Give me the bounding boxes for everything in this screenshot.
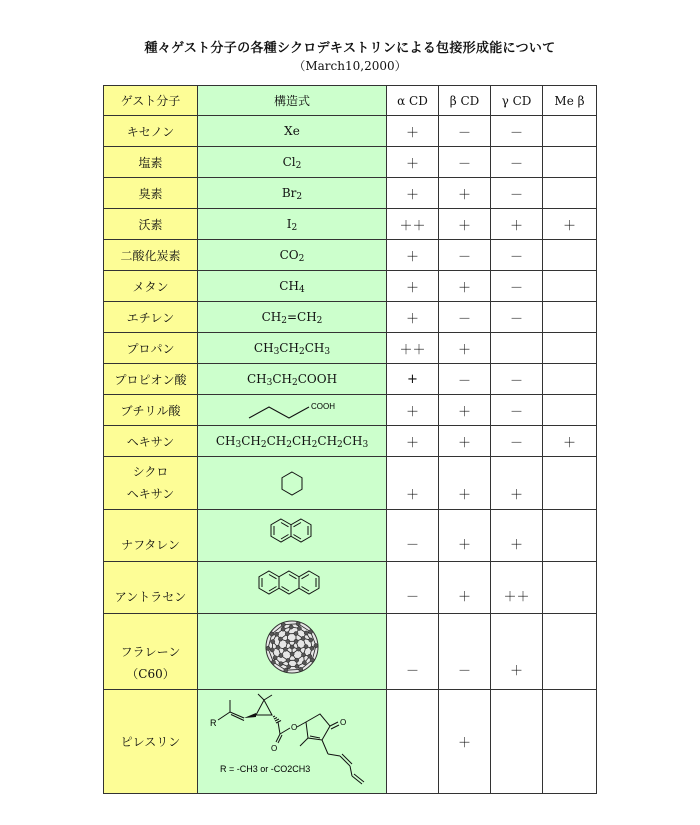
guest-name: ピレスリン xyxy=(104,690,198,794)
gamma-cd-result: ＋ xyxy=(491,457,543,510)
structure-formula: $Cl_2$ xyxy=(198,147,387,178)
guest-name: プロパン xyxy=(104,333,198,364)
header-alpha-cd: α CD xyxy=(387,86,439,116)
me-beta-result xyxy=(543,562,597,614)
guest-name xyxy=(104,457,198,510)
ester-oxygen-label: O xyxy=(291,722,298,732)
me-beta-result xyxy=(543,395,597,426)
gamma-cd-result: － xyxy=(491,147,543,178)
header-structure: 構造式 xyxy=(198,86,387,116)
alpha-cd-result: + xyxy=(387,364,439,395)
beta-cd-result: ＋ xyxy=(439,178,491,209)
structure-formula: $I_2$ xyxy=(198,209,387,240)
naphthalene-structure xyxy=(267,516,317,546)
me-beta-result xyxy=(543,147,597,178)
gamma-cd-result: － xyxy=(491,426,543,457)
alpha-cd-result: ＋ xyxy=(387,457,439,510)
table-row xyxy=(104,510,597,562)
me-beta-result xyxy=(543,614,597,690)
document-title: 種々ゲスト分子の各種シクロデキストリンによる包接形成能について xyxy=(144,41,556,56)
ketone-oxygen-label: O xyxy=(340,717,347,727)
me-beta-result xyxy=(543,333,597,364)
structure-formula: $CH_3CH_2COOH$ xyxy=(198,364,387,395)
gamma-cd-result: ＋ xyxy=(491,510,543,562)
gamma-cd-result: ＋＋ xyxy=(491,562,543,614)
beta-cd-result: － xyxy=(439,302,491,333)
document-date: （March10,2000） xyxy=(293,59,407,73)
alpha-cd-result: ＋ xyxy=(387,240,439,271)
gamma-cd-result: － xyxy=(491,271,543,302)
beta-cd-result: － xyxy=(439,116,491,147)
table-row xyxy=(104,364,597,395)
structure-skeletal xyxy=(198,395,387,426)
me-beta-result xyxy=(543,690,597,794)
table-row xyxy=(104,271,597,302)
gamma-cd-result: － xyxy=(491,116,543,147)
beta-cd-result: ＋ xyxy=(439,209,491,240)
structure-formula: $CH_2=CH_2$ xyxy=(198,302,387,333)
alpha-cd-result: ＋ xyxy=(387,395,439,426)
guest-name: ヘキサン xyxy=(104,426,198,457)
structure-skeletal xyxy=(198,690,387,794)
alpha-cd-result xyxy=(387,690,439,794)
table-header-row xyxy=(104,86,597,116)
table-row xyxy=(104,147,597,178)
me-beta-result xyxy=(543,240,597,271)
me-beta-result xyxy=(543,116,597,147)
r-group-label: R xyxy=(210,717,217,728)
table-row xyxy=(104,690,597,794)
alpha-cd-result: － xyxy=(387,562,439,614)
structure-skeletal xyxy=(198,510,387,562)
carbonyl-oxygen-label: O xyxy=(271,743,278,753)
guest-name: 沃素 xyxy=(104,209,198,240)
guest-name: プロピオン酸 xyxy=(104,364,198,395)
structure-formula: $CO_2$ xyxy=(198,240,387,271)
me-beta-result xyxy=(543,178,597,209)
beta-cd-result: ＋ xyxy=(439,426,491,457)
fullerene-structure xyxy=(262,618,322,676)
alpha-cd-result: ＋ xyxy=(387,116,439,147)
structure-formula: $CH_3CH_2CH_2CH_2CH_2CH_3$ xyxy=(198,426,387,457)
alpha-cd-result: － xyxy=(387,614,439,690)
gamma-cd-result: ＋ xyxy=(491,209,543,240)
table-row xyxy=(104,116,597,147)
beta-cd-result: ＋ xyxy=(439,690,491,794)
header-guest: ゲスト分子 xyxy=(104,86,198,116)
beta-cd-result: － xyxy=(439,147,491,178)
structure-skeletal xyxy=(198,457,387,510)
gamma-cd-result xyxy=(491,690,543,794)
beta-cd-result: ＋ xyxy=(439,457,491,510)
structure-formula: $Br_2$ xyxy=(198,178,387,209)
me-beta-result xyxy=(543,457,597,510)
me-beta-result xyxy=(543,302,597,333)
guest-name-line2: ヘキサン xyxy=(126,487,175,501)
beta-cd-result: ＋ xyxy=(439,395,491,426)
cyclohexane-structure xyxy=(277,468,307,498)
guest-name: アントラセン xyxy=(104,562,198,614)
beta-cd-result: ＋ xyxy=(439,510,491,562)
table-row xyxy=(104,209,597,240)
alpha-cd-result: ＋ xyxy=(387,178,439,209)
table-row xyxy=(104,333,597,364)
guest-name: キセノン xyxy=(104,116,198,147)
gamma-cd-result xyxy=(491,333,543,364)
alpha-cd-result: ＋ xyxy=(387,147,439,178)
structure-skeletal xyxy=(198,614,387,690)
table-row xyxy=(104,562,597,614)
beta-cd-result: － xyxy=(439,364,491,395)
butyric-acid-structure xyxy=(237,398,347,422)
gamma-cd-result: － xyxy=(491,178,543,209)
guest-name: メタン xyxy=(104,271,198,302)
table-row xyxy=(104,395,597,426)
beta-cd-result: ＋ xyxy=(439,271,491,302)
guest-name xyxy=(104,614,198,690)
table-row xyxy=(104,614,597,690)
pyrethrin-structure xyxy=(202,692,382,792)
alpha-cd-result: ＋＋ xyxy=(387,333,439,364)
gamma-cd-result: － xyxy=(491,364,543,395)
alpha-cd-result: ＋ xyxy=(387,302,439,333)
table-row xyxy=(104,426,597,457)
beta-cd-result: － xyxy=(439,614,491,690)
structure-skeletal xyxy=(198,562,387,614)
structure-formula: Xe xyxy=(198,116,387,147)
table-row xyxy=(104,302,597,333)
me-beta-result: ＋ xyxy=(543,426,597,457)
gamma-cd-result: － xyxy=(491,395,543,426)
gamma-cd-result: － xyxy=(491,302,543,333)
gamma-cd-result: ＋ xyxy=(491,614,543,690)
guest-name: 塩素 xyxy=(104,147,198,178)
r-group-definition: R = -CH3 or -CO2CH3 xyxy=(220,763,311,774)
cooh-label: COOH xyxy=(311,402,335,411)
structure-formula: $CH_4$ xyxy=(198,271,387,302)
guest-name-line1: シクロ xyxy=(132,465,169,479)
alpha-cd-result: ＋ xyxy=(387,426,439,457)
guest-name: エチレン xyxy=(104,302,198,333)
table-row xyxy=(104,240,597,271)
structure-formula: $CH_3CH_2CH_3$ xyxy=(198,333,387,364)
guest-name: 二酸化炭素 xyxy=(104,240,198,271)
guest-name: ナフタレン xyxy=(104,510,198,562)
table-row xyxy=(104,457,597,510)
gamma-cd-result: － xyxy=(491,240,543,271)
guest-name: ブチリル酸 xyxy=(104,395,198,426)
me-beta-result xyxy=(543,364,597,395)
inclusion-table xyxy=(103,85,597,794)
alpha-cd-result: ＋ xyxy=(387,271,439,302)
header-beta-cd: β CD xyxy=(439,86,491,116)
alpha-cd-result: ＋＋ xyxy=(387,209,439,240)
me-beta-result xyxy=(543,271,597,302)
guest-name-line1: フラレーン xyxy=(120,645,181,659)
me-beta-result: ＋ xyxy=(543,209,597,240)
guest-name-line2: （C60） xyxy=(126,667,175,681)
me-beta-result xyxy=(543,510,597,562)
header-me-beta: Me β xyxy=(543,86,597,116)
header-gamma-cd: γ CD xyxy=(491,86,543,116)
beta-cd-result: ＋ xyxy=(439,562,491,614)
alpha-cd-result: － xyxy=(387,510,439,562)
table-row xyxy=(104,178,597,209)
guest-name: 臭素 xyxy=(104,178,198,209)
beta-cd-result: ＋ xyxy=(439,333,491,364)
beta-cd-result: － xyxy=(439,240,491,271)
anthracene-structure xyxy=(255,568,329,598)
